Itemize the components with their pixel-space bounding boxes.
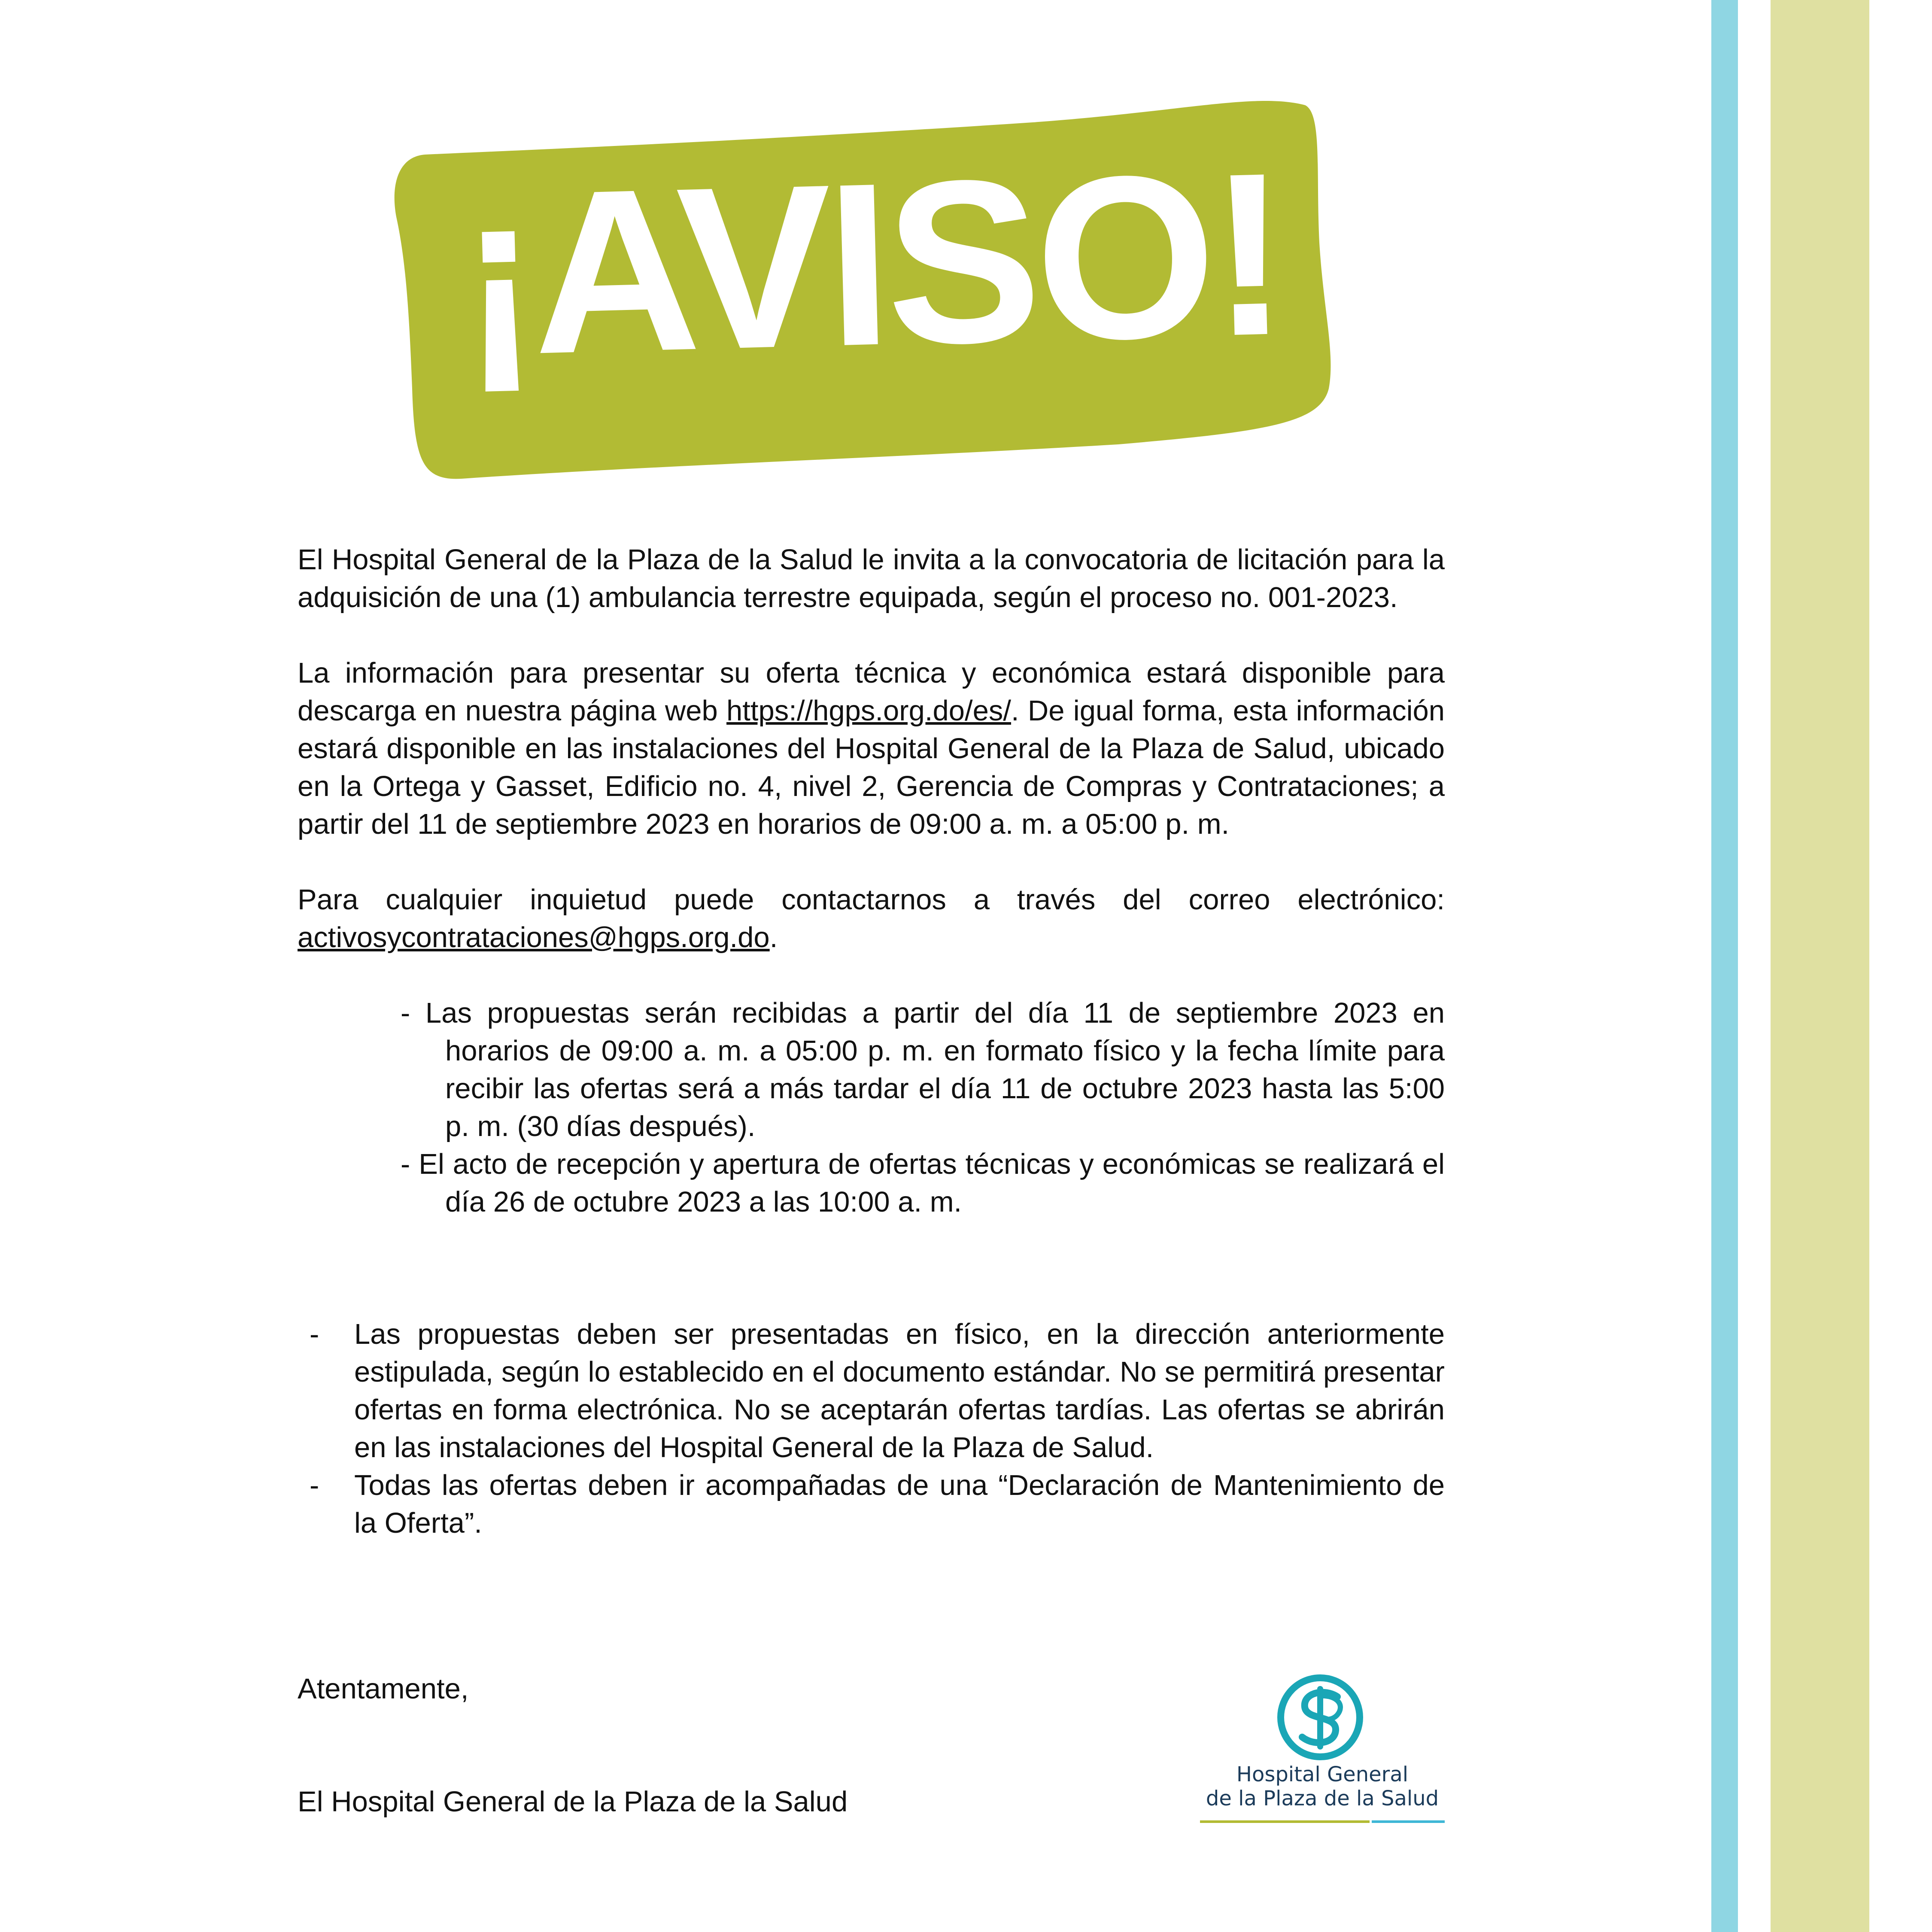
list-item xyxy=(298,1315,1445,1467)
contact-end: . xyxy=(769,921,778,954)
list-dash: - xyxy=(310,1469,319,1501)
list-item xyxy=(298,1467,1445,1542)
intro-paragraph: El Hospital General de la Plaza de la Salud le invita a la convocatoria de licitación para la adquisición de una (1) ambulancia terrestre equipada, según el proceso no. 001-2023. xyxy=(298,544,1445,614)
conditions-list xyxy=(298,1315,1445,1542)
banner-title: ¡AVISO! xyxy=(457,124,1286,404)
dates-list xyxy=(298,994,1445,1221)
website-link[interactable]: https://hgps.org.do/es/ xyxy=(726,695,1012,727)
logo-line-1: Hospital General xyxy=(1236,1762,1409,1786)
list-item: - Las propuestas serán recibidas a partir del día 11 de septiembre 2023 en horarios de 09:00 a. m. a 05:00 p. m. en formato físico y la fecha límite para recibir las ofertas será a más tardar el día 11 de octubre 2023 hasta las 5:00 p. m. (30 días después). xyxy=(349,994,1445,1145)
info-paragraph xyxy=(298,654,1445,843)
closing-text: Atentamente, xyxy=(298,1673,469,1705)
info-text-before-link: La información para presentar su oferta técnica y económica estará disponible para descarga en nuestra página web xyxy=(298,657,1445,727)
info-text-after-link: . De igual forma, esta información estará disponible en las instalaciones del Hospital General de la Plaza de Salud, ubicado en la Ortega y Gasset, Edificio no. 4, nivel 2, Gerencia de Compras y Contrataciones; a partir del 11 de septiembre 2023 en horarios de 09:00 a. m. a 05:00 p. m. xyxy=(298,695,1445,840)
logo-line-2: de la Plaza de la Salud xyxy=(1206,1786,1439,1810)
contact-email-link[interactable]: activosycontrataciones@hgps.org.do xyxy=(298,921,770,954)
logo-rule-blue xyxy=(1372,1820,1445,1823)
logo-rule-green xyxy=(1200,1820,1370,1823)
side-stripe-blue xyxy=(1711,0,1738,1932)
contact-paragraph xyxy=(298,881,1445,957)
hgps-emblem-icon xyxy=(1273,1670,1367,1765)
list-item-text: Las propuestas deben ser presentadas en físico, en la dirección anteriormente estipulada, según lo establecido en el documento estándar. No se permitirá presentar ofertas en forma electrónica. No se aceptarán ofertas tardías. Las ofertas se abrirán en las instalaciones del Hospital General de la Plaza de Salud. xyxy=(354,1318,1445,1464)
notice-body xyxy=(298,541,1445,1542)
aviso-banner xyxy=(389,88,1355,483)
side-stripe-green xyxy=(1771,0,1869,1932)
signature-text: El Hospital General de la Plaza de la Salud xyxy=(298,1786,848,1818)
list-dash: - xyxy=(310,1318,319,1350)
contact-text: Para cualquier inquietud puede contactarnos a través del correo electrónico: xyxy=(298,884,1445,916)
list-item-text: Todas las ofertas deben ir acompañadas de una “Declaración de Mantenimiento de la Oferta”. xyxy=(354,1469,1445,1539)
list-item: - El acto de recepción y apertura de ofertas técnicas y económicas se realizará el día 26 de octubre 2023 a las 10:00 a. m. xyxy=(349,1145,1445,1221)
hospital-logo xyxy=(1198,1670,1447,1829)
logo-name xyxy=(1198,1762,1447,1810)
